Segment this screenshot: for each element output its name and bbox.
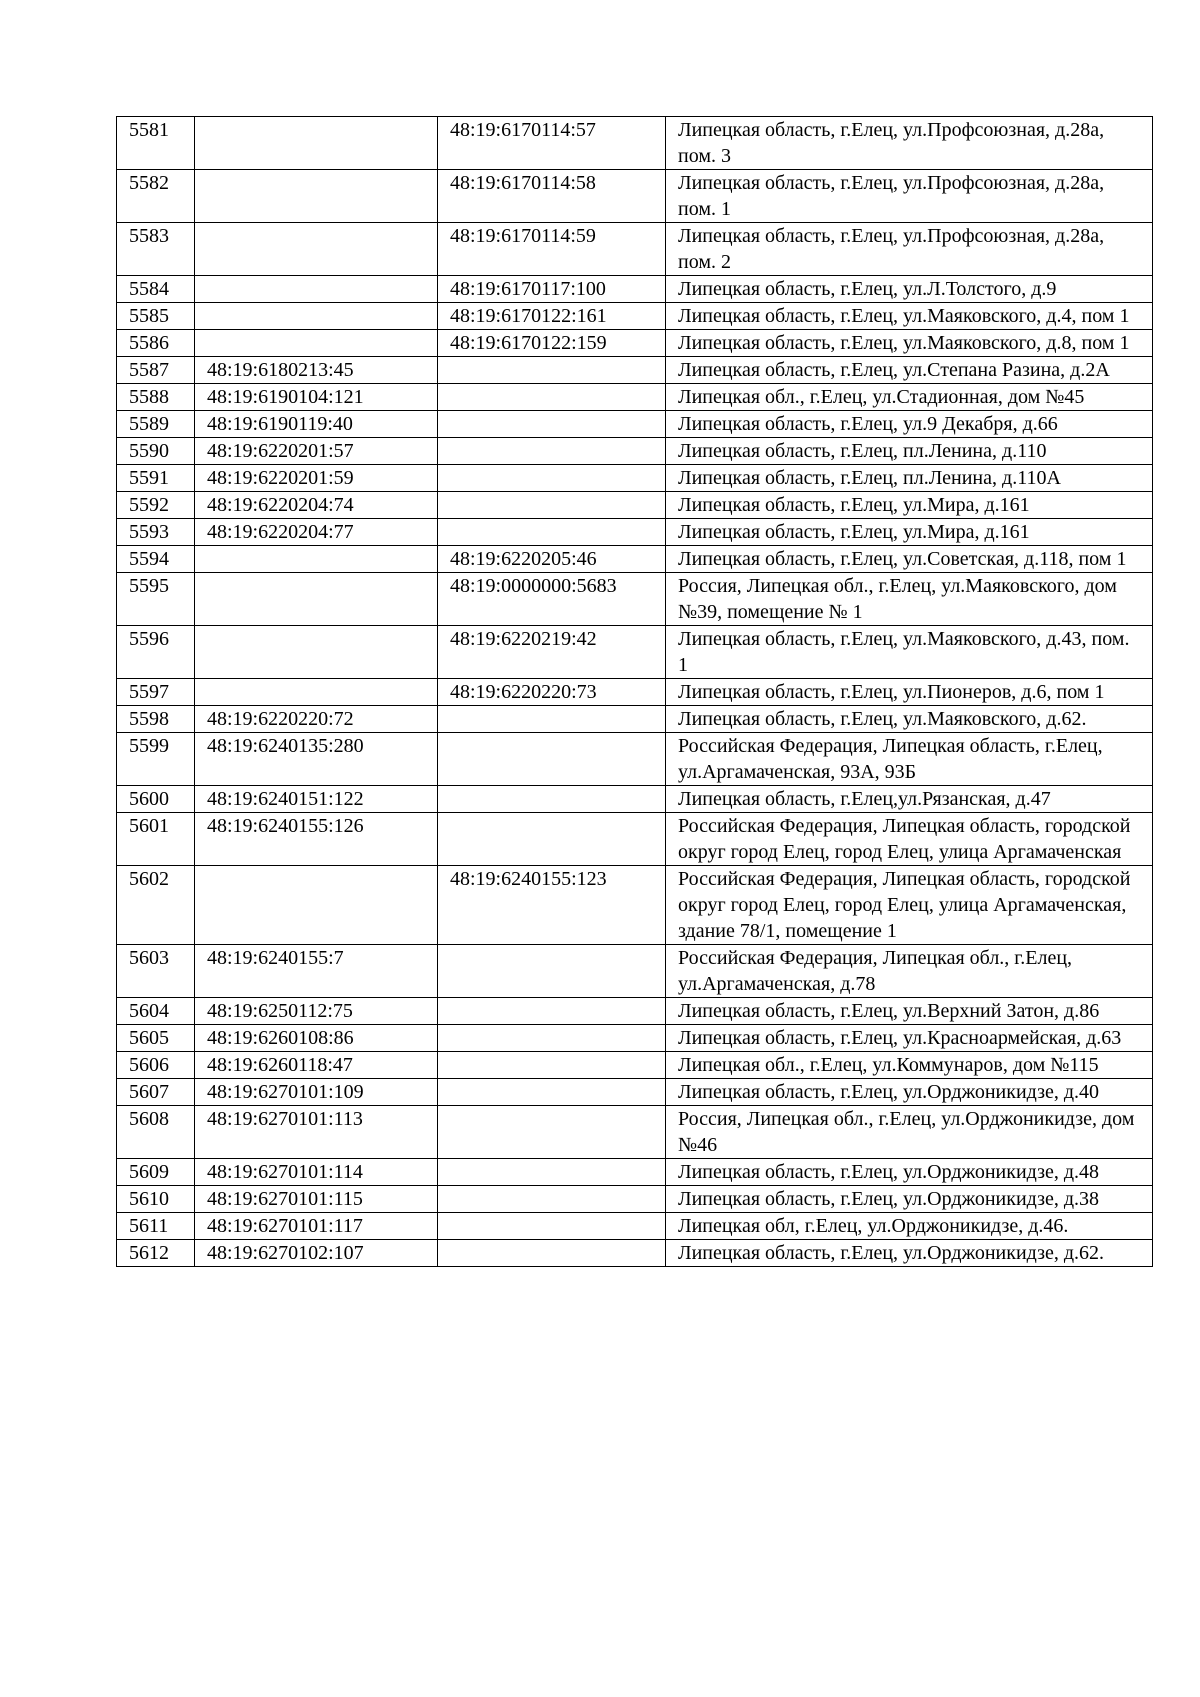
building-cadastral-number-cell: 48:19:6190119:40 [195, 411, 438, 438]
row-number-cell: 5584 [117, 276, 195, 303]
table-row [117, 303, 1153, 330]
table-row [117, 998, 1153, 1025]
building-cadastral-number-cell: 48:19:6270102:107 [195, 1240, 438, 1267]
address-cell: Липецкая область, г.Елец, ул.Маяковского, д.62. [666, 706, 1153, 733]
row-number-cell: 5610 [117, 1186, 195, 1213]
premises-cadastral-number-cell [438, 1213, 666, 1240]
address-cell: Российская Федерация, Липецкая область, городской округ город Елец, город Елец, улица Аргамаченская [666, 813, 1153, 866]
row-number-cell: 5591 [117, 465, 195, 492]
row-number-cell: 5583 [117, 223, 195, 276]
building-cadastral-number-cell [195, 330, 438, 357]
address-cell: Липецкая область, г.Елец, ул.Мира, д.161 [666, 519, 1153, 546]
building-cadastral-number-cell: 48:19:6240155:126 [195, 813, 438, 866]
building-cadastral-number-cell [195, 117, 438, 170]
row-number-cell: 5607 [117, 1079, 195, 1106]
address-cell: Россия, Липецкая обл., г.Елец, ул.Орджоникидзе, дом №46 [666, 1106, 1153, 1159]
row-number-cell: 5582 [117, 170, 195, 223]
address-cell: Липецкая область, г.Елец, ул.Орджоникидзе, д.40 [666, 1079, 1153, 1106]
table-row [117, 573, 1153, 626]
table-row [117, 519, 1153, 546]
building-cadastral-number-cell: 48:19:6220201:57 [195, 438, 438, 465]
premises-cadastral-number-cell [438, 1159, 666, 1186]
table-row [117, 170, 1153, 223]
row-number-cell: 5611 [117, 1213, 195, 1240]
building-cadastral-number-cell: 48:19:6220201:59 [195, 465, 438, 492]
property-table [116, 116, 1153, 1267]
premises-cadastral-number-cell [438, 786, 666, 813]
address-cell: Липецкая область, г.Елец, ул.Профсоюзная, д.28а, пом. 3 [666, 117, 1153, 170]
premises-cadastral-number-cell: 48:19:0000000:5683 [438, 573, 666, 626]
building-cadastral-number-cell: 48:19:6270101:109 [195, 1079, 438, 1106]
building-cadastral-number-cell: 48:19:6240155:7 [195, 945, 438, 998]
address-cell: Липецкая область, г.Елец, ул.Маяковского, д.8, пом 1 [666, 330, 1153, 357]
premises-cadastral-number-cell [438, 519, 666, 546]
row-number-cell: 5599 [117, 733, 195, 786]
building-cadastral-number-cell: 48:19:6270101:117 [195, 1213, 438, 1240]
row-number-cell: 5600 [117, 786, 195, 813]
table-row [117, 411, 1153, 438]
premises-cadastral-number-cell: 48:19:6170117:100 [438, 276, 666, 303]
address-cell: Липецкая область, г.Елец, ул.Профсоюзная, д.28а, пом. 1 [666, 170, 1153, 223]
row-number-cell: 5589 [117, 411, 195, 438]
address-cell: Липецкая область, г.Елец, ул.Орджоникидзе, д.62. [666, 1240, 1153, 1267]
table-row [117, 1079, 1153, 1106]
row-number-cell: 5597 [117, 679, 195, 706]
address-cell: Липецкая область, г.Елец,ул.Рязанская, д.47 [666, 786, 1153, 813]
premises-cadastral-number-cell [438, 813, 666, 866]
row-number-cell: 5608 [117, 1106, 195, 1159]
row-number-cell: 5606 [117, 1052, 195, 1079]
table-row [117, 117, 1153, 170]
building-cadastral-number-cell: 48:19:6220204:74 [195, 492, 438, 519]
address-cell: Липецкая область, г.Елец, ул.Орджоникидзе, д.38 [666, 1186, 1153, 1213]
address-cell: Липецкая обл., г.Елец, ул.Коммунаров, дом №115 [666, 1052, 1153, 1079]
table-row [117, 384, 1153, 411]
table-row [117, 733, 1153, 786]
table-row [117, 223, 1153, 276]
table-row [117, 866, 1153, 945]
address-cell: Липецкая область, г.Елец, ул.Орджоникидзе, д.48 [666, 1159, 1153, 1186]
building-cadastral-number-cell [195, 303, 438, 330]
building-cadastral-number-cell: 48:19:6260108:86 [195, 1025, 438, 1052]
building-cadastral-number-cell: 48:19:6190104:121 [195, 384, 438, 411]
row-number-cell: 5586 [117, 330, 195, 357]
premises-cadastral-number-cell [438, 1025, 666, 1052]
building-cadastral-number-cell: 48:19:6180213:45 [195, 357, 438, 384]
table-row [117, 1025, 1153, 1052]
building-cadastral-number-cell: 48:19:6270101:114 [195, 1159, 438, 1186]
premises-cadastral-number-cell [438, 1186, 666, 1213]
table-row [117, 706, 1153, 733]
row-number-cell: 5594 [117, 546, 195, 573]
table-row [117, 1052, 1153, 1079]
row-number-cell: 5592 [117, 492, 195, 519]
table-row [117, 465, 1153, 492]
building-cadastral-number-cell: 48:19:6220220:72 [195, 706, 438, 733]
row-number-cell: 5609 [117, 1159, 195, 1186]
address-cell: Российская Федерация, Липецкая область, городской округ город Елец, город Елец, улица Аргамаченская, здание 78/1, помещение 1 [666, 866, 1153, 945]
premises-cadastral-number-cell: 48:19:6220219:42 [438, 626, 666, 679]
premises-cadastral-number-cell: 48:19:6170114:59 [438, 223, 666, 276]
table-row [117, 1213, 1153, 1240]
row-number-cell: 5585 [117, 303, 195, 330]
premises-cadastral-number-cell: 48:19:6220205:46 [438, 546, 666, 573]
row-number-cell: 5598 [117, 706, 195, 733]
premises-cadastral-number-cell [438, 733, 666, 786]
table-row [117, 492, 1153, 519]
row-number-cell: 5596 [117, 626, 195, 679]
table-row [117, 679, 1153, 706]
premises-cadastral-number-cell: 48:19:6170114:57 [438, 117, 666, 170]
row-number-cell: 5588 [117, 384, 195, 411]
premises-cadastral-number-cell [438, 357, 666, 384]
building-cadastral-number-cell [195, 546, 438, 573]
premises-cadastral-number-cell [438, 706, 666, 733]
building-cadastral-number-cell [195, 679, 438, 706]
table-row [117, 786, 1153, 813]
building-cadastral-number-cell: 48:19:6260118:47 [195, 1052, 438, 1079]
premises-cadastral-number-cell [438, 1106, 666, 1159]
table-row [117, 276, 1153, 303]
row-number-cell: 5593 [117, 519, 195, 546]
premises-cadastral-number-cell [438, 384, 666, 411]
address-cell: Липецкая область, г.Елец, ул.Профсоюзная, д.28а, пом. 2 [666, 223, 1153, 276]
address-cell: Липецкая область, г.Елец, пл.Ленина, д.110 [666, 438, 1153, 465]
row-number-cell: 5601 [117, 813, 195, 866]
table-row [117, 1240, 1153, 1267]
building-cadastral-number-cell [195, 170, 438, 223]
building-cadastral-number-cell [195, 573, 438, 626]
building-cadastral-number-cell [195, 626, 438, 679]
building-cadastral-number-cell [195, 223, 438, 276]
row-number-cell: 5595 [117, 573, 195, 626]
row-number-cell: 5612 [117, 1240, 195, 1267]
table-body [117, 117, 1153, 1267]
premises-cadastral-number-cell [438, 998, 666, 1025]
table-row [117, 1186, 1153, 1213]
premises-cadastral-number-cell [438, 492, 666, 519]
building-cadastral-number-cell: 48:19:6240135:280 [195, 733, 438, 786]
premises-cadastral-number-cell [438, 945, 666, 998]
table-row [117, 546, 1153, 573]
building-cadastral-number-cell: 48:19:6240151:122 [195, 786, 438, 813]
table-row [117, 626, 1153, 679]
address-cell: Россия, Липецкая обл., г.Елец, ул.Маяковского, дом №39, помещение № 1 [666, 573, 1153, 626]
row-number-cell: 5605 [117, 1025, 195, 1052]
building-cadastral-number-cell [195, 276, 438, 303]
address-cell: Липецкая обл, г.Елец, ул.Орджоникидзе, д.46. [666, 1213, 1153, 1240]
address-cell: Российская Федерация, Липецкая область, г.Елец, ул.Аргамаченская, 93А, 93Б [666, 733, 1153, 786]
address-cell: Липецкая область, г.Елец, пл.Ленина, д.110А [666, 465, 1153, 492]
row-number-cell: 5587 [117, 357, 195, 384]
table-row [117, 945, 1153, 998]
address-cell: Липецкая область, г.Елец, ул.9 Декабря, д.66 [666, 411, 1153, 438]
building-cadastral-number-cell: 48:19:6250112:75 [195, 998, 438, 1025]
premises-cadastral-number-cell: 48:19:6240155:123 [438, 866, 666, 945]
premises-cadastral-number-cell [438, 438, 666, 465]
row-number-cell: 5590 [117, 438, 195, 465]
building-cadastral-number-cell: 48:19:6270101:115 [195, 1186, 438, 1213]
address-cell: Липецкая область, г.Елец, ул.Маяковского, д.4, пом 1 [666, 303, 1153, 330]
address-cell: Липецкая область, г.Елец, ул.Мира, д.161 [666, 492, 1153, 519]
building-cadastral-number-cell: 48:19:6220204:77 [195, 519, 438, 546]
table-row [117, 1159, 1153, 1186]
premises-cadastral-number-cell: 48:19:6170122:161 [438, 303, 666, 330]
address-cell: Липецкая область, г.Елец, ул.Красноармейская, д.63 [666, 1025, 1153, 1052]
address-cell: Липецкая область, г.Елец, ул.Л.Толстого, д.9 [666, 276, 1153, 303]
row-number-cell: 5604 [117, 998, 195, 1025]
address-cell: Липецкая область, г.Елец, ул.Советская, д.118, пом 1 [666, 546, 1153, 573]
row-number-cell: 5603 [117, 945, 195, 998]
premises-cadastral-number-cell [438, 1052, 666, 1079]
premises-cadastral-number-cell: 48:19:6170122:159 [438, 330, 666, 357]
address-cell: Липецкая область, г.Елец, ул.Верхний Затон, д.86 [666, 998, 1153, 1025]
table-row [117, 813, 1153, 866]
building-cadastral-number-cell [195, 866, 438, 945]
premises-cadastral-number-cell: 48:19:6220220:73 [438, 679, 666, 706]
table-row [117, 357, 1153, 384]
address-cell: Липецкая обл., г.Елец, ул.Стадионная, дом №45 [666, 384, 1153, 411]
row-number-cell: 5602 [117, 866, 195, 945]
address-cell: Липецкая область, г.Елец, ул.Маяковского, д.43, пом. 1 [666, 626, 1153, 679]
premises-cadastral-number-cell [438, 411, 666, 438]
address-cell: Липецкая область, г.Елец, ул.Степана Разина, д.2А [666, 357, 1153, 384]
row-number-cell: 5581 [117, 117, 195, 170]
premises-cadastral-number-cell: 48:19:6170114:58 [438, 170, 666, 223]
table-row [117, 330, 1153, 357]
address-cell: Липецкая область, г.Елец, ул.Пионеров, д.6, пом 1 [666, 679, 1153, 706]
building-cadastral-number-cell: 48:19:6270101:113 [195, 1106, 438, 1159]
premises-cadastral-number-cell [438, 1240, 666, 1267]
address-cell: Российская Федерация, Липецкая обл., г.Елец, ул.Аргамаченская, д.78 [666, 945, 1153, 998]
table-row [117, 1106, 1153, 1159]
premises-cadastral-number-cell [438, 1079, 666, 1106]
premises-cadastral-number-cell [438, 465, 666, 492]
table-row [117, 438, 1153, 465]
